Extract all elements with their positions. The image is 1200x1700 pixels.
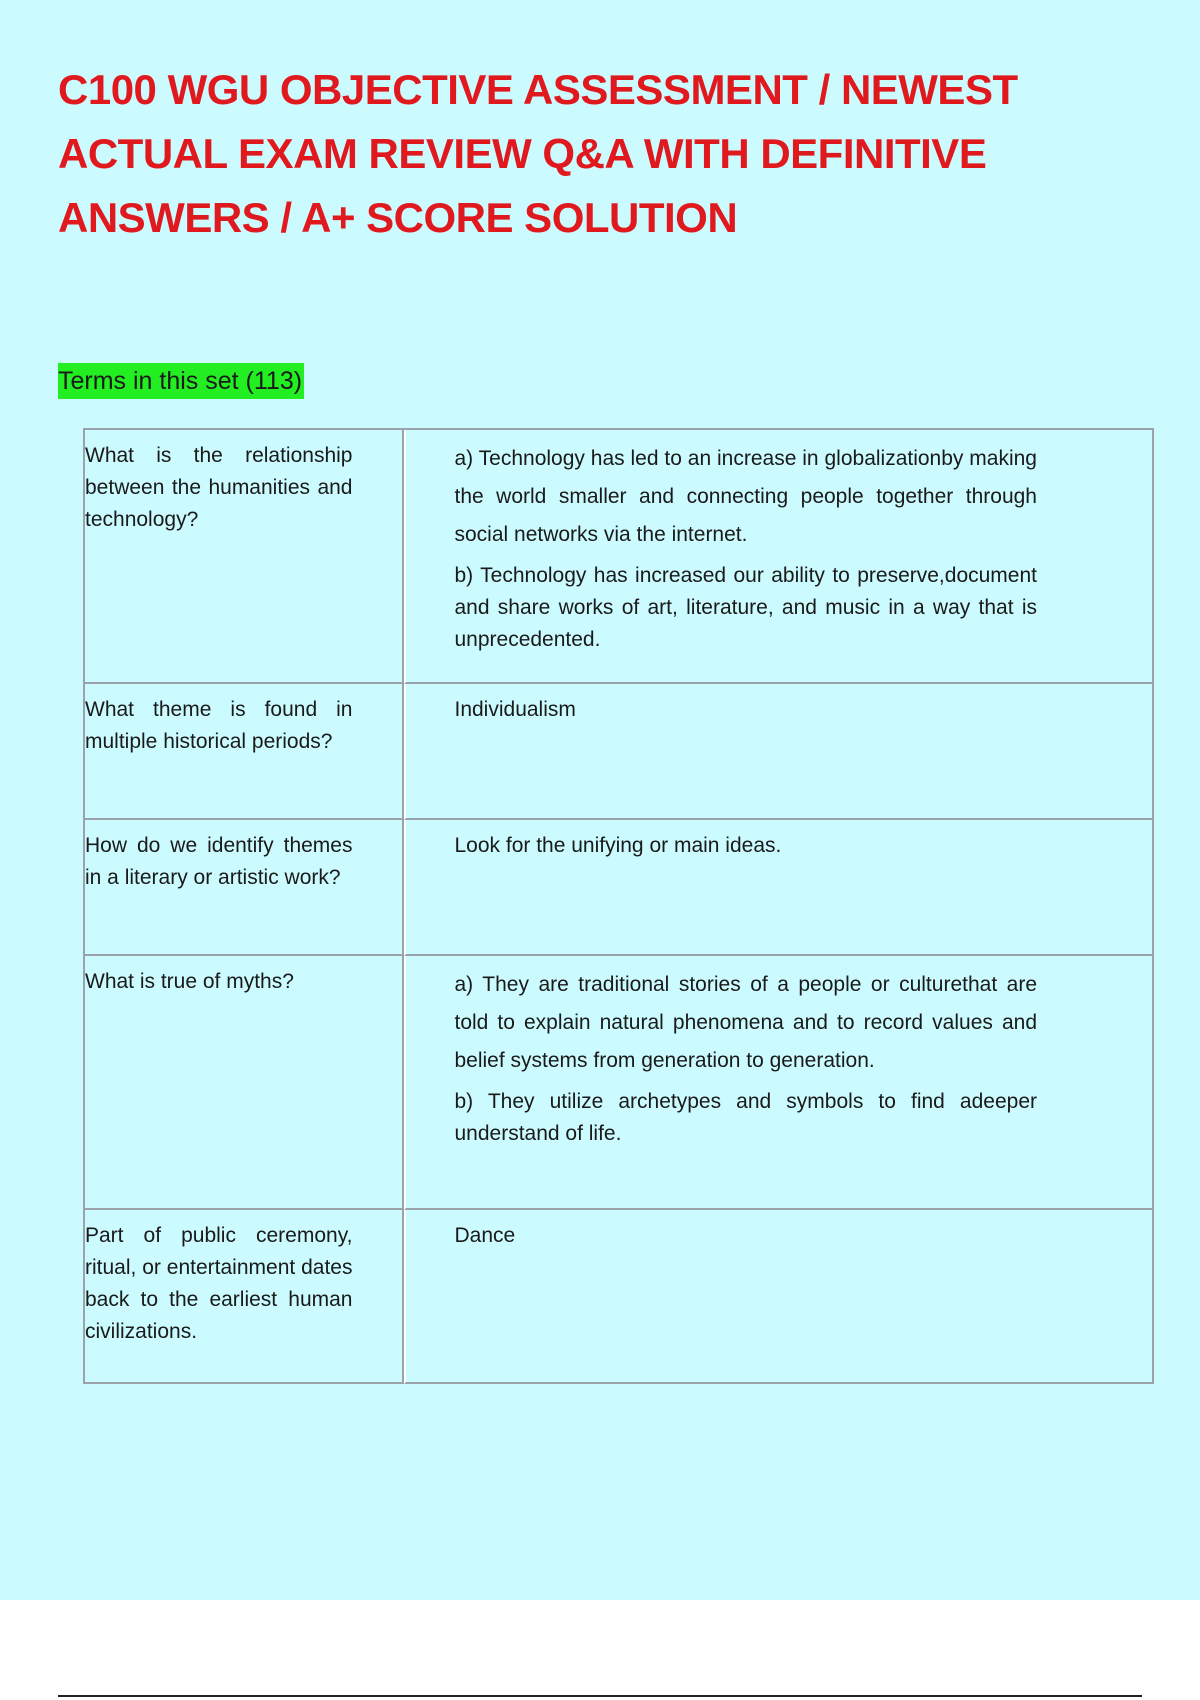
definition-paragraph: Look for the unifying or main ideas. xyxy=(454,834,782,857)
definition-paragraph: b) Technology has increased our ability to preserve,document and share works of art, literature, and music in a way that is unprecedented. xyxy=(454,564,1037,651)
definition-cell xyxy=(404,430,1154,684)
term-cell xyxy=(85,430,404,684)
term-cell xyxy=(85,956,404,1210)
table-row xyxy=(85,820,1154,956)
terms-count-label: Terms in this set (113) xyxy=(58,363,304,399)
definition-text xyxy=(406,956,1152,1150)
term-text: What is true of myths? xyxy=(85,970,294,993)
term-text: Part of public ceremony, ritual, or entertainment dates back to the earliest human civilizations. xyxy=(85,1224,353,1343)
definition-text xyxy=(406,684,1152,726)
table-row xyxy=(85,430,1154,684)
table-row xyxy=(85,684,1154,820)
term-cell xyxy=(85,820,404,956)
definition-paragraph: b) They utilize archetypes and symbols to find adeeper understand of life. xyxy=(454,1090,1037,1145)
definition-cell xyxy=(404,1210,1154,1384)
title-line: C100 WGU OBJECTIVE ASSESSMENT / NEWEST xyxy=(58,66,1018,113)
term-text: What is the relationship between the humanities and technology? xyxy=(85,444,353,531)
term-cell xyxy=(85,684,404,820)
title-line: ANSWERS / A+ SCORE SOLUTION xyxy=(58,194,738,241)
definition-paragraph: Individualism xyxy=(454,698,576,721)
title-line: ACTUAL EXAM REVIEW Q&A WITH DEFINITIVE xyxy=(58,130,987,177)
definition-text xyxy=(406,820,1152,862)
definition-cell xyxy=(404,684,1154,820)
table-row xyxy=(85,956,1154,1210)
definition-cell xyxy=(404,820,1154,956)
definition-text xyxy=(406,1210,1152,1252)
footer-divider xyxy=(58,1695,1142,1697)
definition-cell xyxy=(404,956,1154,1210)
definition-paragraph: Dance xyxy=(454,1224,516,1247)
document-title xyxy=(58,58,1118,250)
term-text: How do we identify themes in a literary or artistic work? xyxy=(85,834,353,889)
definition-paragraph: a) Technology has led to an increase in globalizationby making the world smaller and connecting people together through social networks via the internet. xyxy=(454,447,1037,546)
term-text: What theme is found in multiple historical periods? xyxy=(85,698,353,753)
term-cell xyxy=(85,1210,404,1384)
definition-text xyxy=(406,430,1152,656)
table-row xyxy=(85,1210,1154,1384)
terms-table xyxy=(83,428,1154,1384)
definition-paragraph: a) They are traditional stories of a people or culturethat are told to explain natural phenomena and to record values and belief systems from generation to generation. xyxy=(454,973,1037,1072)
